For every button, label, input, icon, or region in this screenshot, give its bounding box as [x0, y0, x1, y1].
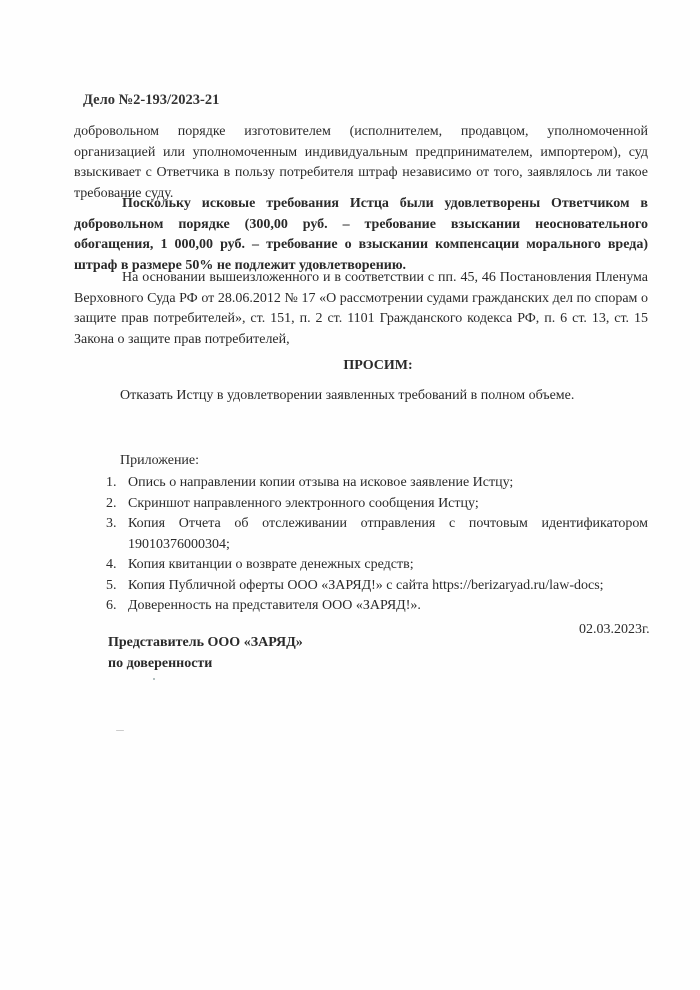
request-heading	[0, 358, 700, 374]
appendix-item-number: 1.	[106, 475, 117, 490]
signature-authority: по доверенности	[108, 656, 213, 671]
appendix-item-number: 4.	[106, 557, 117, 572]
appendix-item-number: 2.	[106, 495, 117, 511]
paragraph-legal-basis: На основании вышеизложенного и в соответствии с пп. 45, 46 Постановления Пленума Верховного Суда РФ от 28.06.2012 № 17 «О рассмотрении судами гражданских дел по спорам о защите прав потребителей», ст. 151, п. 2 ст. 1101 Гражданского кодекса РФ, п. 6 ст. 13, ст. 15 Закона о защите прав потребителей,	[74, 270, 648, 347]
appendix-item-text: Скриншот направленного электронного сообщения Истцу;	[128, 495, 479, 511]
request-heading-text: ПРОСИМ:	[343, 358, 413, 373]
appendix-list	[106, 473, 648, 617]
signature-block	[108, 632, 303, 674]
appendix-item-text: Доверенность на представителя ООО «ЗАРЯД!».	[128, 598, 421, 613]
appendix-item-number: 3.	[106, 516, 117, 531]
appendix-item-number: 5.	[106, 577, 117, 593]
appendix-item-number: 6.	[106, 598, 117, 613]
scan-speck	[153, 678, 155, 680]
appendix-item	[106, 555, 648, 576]
paragraph-voluntary-satisfaction: Поскольку исковые требования Истца были удовлетворены Ответчиком в добровольном порядке (300,00 руб. – требование взыскании неосновательного обогащения, 1 000,00 руб. – требование о взыскании компенсации морального вреда) штраф в размере 50% не подлежит удовлетворению.	[74, 196, 648, 273]
appendix-item	[106, 576, 648, 597]
appendix-item-text: Копия Отчета об отслеживании отправления с почтовым идентификатором	[128, 516, 648, 531]
case-number: Дело №2-193/2023-21	[83, 92, 220, 108]
appendix-item-body	[128, 514, 648, 555]
scan-speck	[116, 730, 124, 731]
appendix-item	[106, 596, 648, 617]
appendix-item	[106, 514, 648, 555]
appendix-item-text: Копия квитанции о возврате денежных средств;	[128, 557, 414, 572]
paragraph-penalty-rule: добровольном порядке изготовителем (исполнителем, продавцом, уполномоченной организацией или уполномоченным индивидуальным предпринимателем, импортером), суд взыскивает с Ответчика в пользу потребителя штраф независимо от того, заявлялось ли такое требование суду.	[74, 124, 648, 201]
appendix-title: Приложение:	[120, 453, 200, 468]
document-date: 02.03.2023г.	[579, 622, 650, 637]
appendix-item-text: Опись о направлении копии отзыва на исковое заявление Истцу;	[128, 475, 514, 490]
appendix-item-text: Копия Публичной оферты ООО «ЗАРЯД!» с сайта https://berizaryad.ru/law-docs;	[128, 577, 604, 593]
request-text: Отказать Истцу в удовлетворении заявленных требований в полном объеме.	[120, 388, 575, 403]
signature-role: Представитель ООО «ЗАРЯД»	[108, 635, 303, 650]
appendix-item	[106, 473, 648, 494]
appendix-item	[106, 494, 648, 515]
appendix-item-continuation: 19010376000304;	[128, 536, 230, 552]
